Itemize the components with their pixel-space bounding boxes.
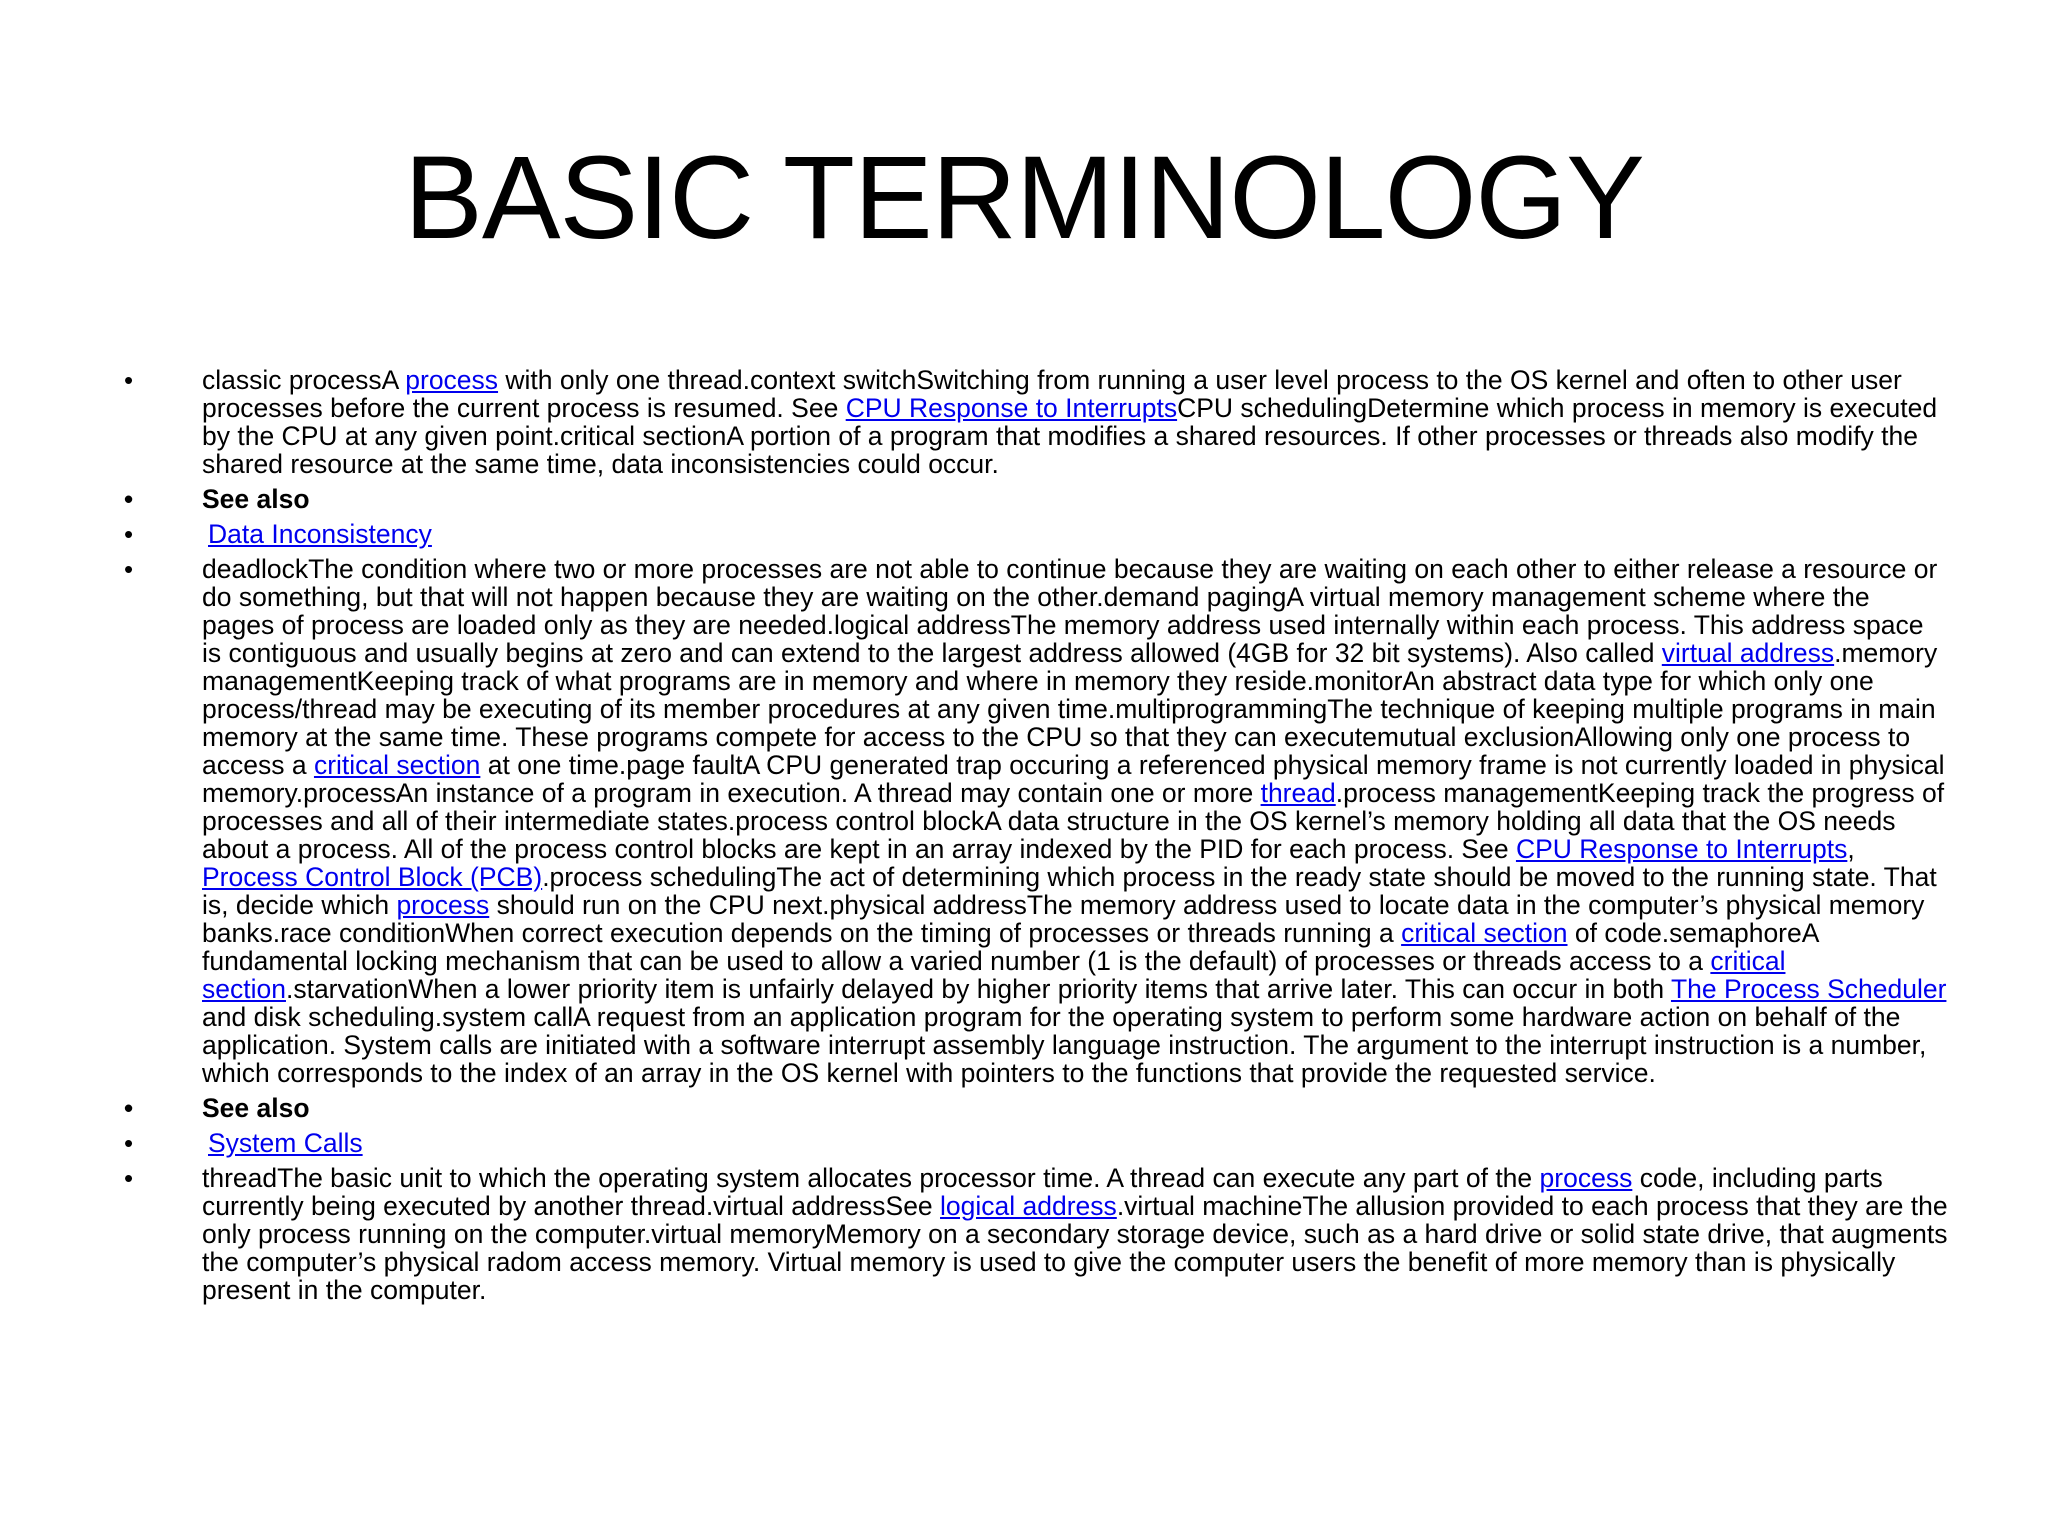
link-process-scheduler[interactable]: The Process Scheduler xyxy=(1670,974,1947,1004)
link-process[interactable]: process xyxy=(405,365,499,395)
list-item: • classic processA process with only one thread.context switchSwitching from running a user level process to the OS kernel and often to other user processes before the current process is resumed. See CPU Response to InterruptsCPU schedulingDetermine which process in memory is executed by the CPU at any given point.critical sectionA portion of a program that modifies a shared resources. If other processes or threads also modify the shared resource at the same time, data inconsistencies could occur. xyxy=(120,366,1948,478)
list-item: • threadThe basic unit to which the operating system allocates processor time. A thread can execute any part of the process code, including parts currently being executed by another thread.virtual addressSee logical address.virtual machineThe allusion provided to each process that they are the only process running on the computer.virtual memoryMemory on a secondary storage device, such as a hard drive or solid state drive, that augments the computer’s physical radom access memory. Virtual memory is used to give the computer users the benefit of more memory than is physically present in the computer. xyxy=(120,1164,1948,1304)
link-data-inconsistency[interactable]: Data Inconsistency xyxy=(208,519,432,549)
link-critical-section[interactable]: critical section xyxy=(313,750,481,780)
link-process-control-block[interactable]: Process Control Block (PCB) xyxy=(202,862,543,892)
link-virtual-address[interactable]: virtual address xyxy=(1661,638,1835,668)
see-also-label: • See also xyxy=(120,1094,1948,1122)
list-item xyxy=(120,520,1948,548)
see-also-label: • See also xyxy=(120,485,1948,513)
bullet-list xyxy=(120,366,1948,1304)
page-title: BASIC TERMINOLOGY xyxy=(404,132,1644,264)
link-critical-section[interactable]: critical section xyxy=(1401,918,1568,948)
link-critical-section[interactable]: critical section xyxy=(202,946,1786,1004)
link-thread[interactable]: thread xyxy=(1260,778,1336,808)
link-process[interactable]: process xyxy=(396,890,490,920)
link-cpu-response-to-interrupts[interactable]: CPU Response to Interrupts xyxy=(1515,834,1848,864)
link-process[interactable]: process xyxy=(1539,1163,1633,1193)
link-logical-address[interactable]: logical address xyxy=(940,1191,1117,1221)
link-system-calls[interactable]: System Calls xyxy=(208,1128,363,1158)
link-cpu-response-to-interrupts[interactable]: CPU Response to Interrupts xyxy=(845,393,1178,423)
slide-content xyxy=(120,366,1948,1311)
list-item xyxy=(120,1129,1948,1157)
list-item: • deadlockThe condition where two or more processes are not able to continue because they are waiting on each other to either release a resource or do something, but that will not happen because they are waiting on the other.demand pagingA virtual memory management scheme where the pages of process are loaded only as they are needed.logical addressThe memory address used internally within each process. This address space is contiguous and usually begins at zero and can extend to the largest address allowed (4GB for 32 bit systems). Also called virtual address.memory managementKeeping track of what programs are in memory and where in memory they reside.monitorAn abstract data type for which only one process/thread may be executing of its member procedures at any given time.multiprogrammingThe technique of keeping multiple programs in main memory at the same time. These programs compete for access to the CPU so that they can executemutual exclusionAllowing only one process to access a critical section at one time.page faultA CPU generated trap occuring a referenced physical memory frame is not currently loaded in physical memory.processAn instance of a program in execution. A thread may contain one or more thread.process managementKeeping track the progress of processes and all of their intermediate states.process control blockA data structure in the OS kernel’s memory holding all data that the OS needs about a process. All of the process control blocks are kept in an array indexed by the PID for each process. See CPU Response to Interrupts, Process Control Block (PCB).process schedulingThe act of determining which process in the ready state should be moved to the running state. That is, decide which process should run on the CPU next.physical addressThe memory address used to locate data in the computer’s physical memory banks.race conditionWhen correct execution depends on the timing of processes or threads running a critical section of code.semaphoreA fundamental locking mechanism that can be used to allow a varied number (1 is the default) of processes or threads access to a critical section.starvationWhen a lower priority item is unfairly delayed by higher priority items that arrive later. This can occur in both The Process Scheduler and disk scheduling.system callA request from an application program for the operating system to perform some hardware action on behalf of the application. System calls are initiated with a software interrupt assembly language instruction. The argument to the interrupt instruction is a number, which corresponds to the index of an array in the OS kernel with pointers to the functions that provide the requested service. xyxy=(120,555,1948,1087)
